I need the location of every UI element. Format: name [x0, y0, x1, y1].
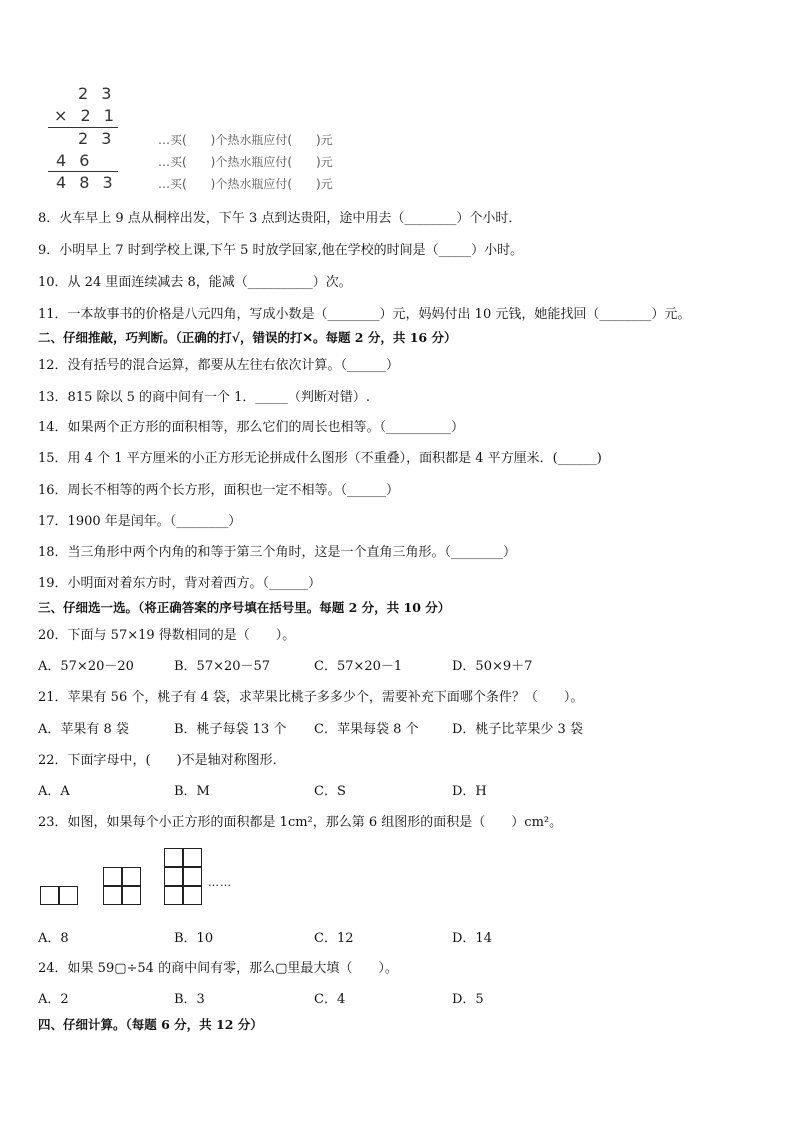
question-16: 16．周长不相等的两个长方形，面积也一定不相等。（______）	[38, 483, 400, 498]
option-a[interactable]: A．8	[38, 931, 69, 946]
option-d[interactable]: D．桃子比苹果少 3 袋	[452, 722, 583, 737]
option-c[interactable]: C．4	[314, 992, 346, 1007]
unit-square	[122, 867, 141, 886]
option-b[interactable]: B．M	[174, 784, 210, 799]
rule-line	[48, 171, 118, 172]
option-a[interactable]: A．57×20－20	[38, 659, 134, 674]
option-b[interactable]: B．桃子每袋 13 个	[174, 722, 287, 737]
rule-line	[48, 127, 118, 128]
unit-square	[122, 886, 141, 905]
question-13: 13．815 除以 5 的商中间有一个 1．_____（判断对错）.	[38, 390, 371, 405]
question-15: 15．用 4 个 1 平方厘米的小正方形无论拼成什么图形（不重叠），面积都是 4 平方厘米．(______)	[38, 451, 602, 466]
option-c[interactable]: C．57×20－1	[314, 659, 403, 674]
option-b[interactable]: B．10	[174, 931, 214, 946]
question-8: 8．火车早上 9 点从桐梓出发，下午 3 点到达贵阳，途中用去（________）个小时．	[38, 211, 522, 226]
question-19: 19．小明面对着东方时，背对着西方。（______）	[38, 576, 322, 591]
question-23: 23．如图，如果每个小正方形的面积都是 1cm²，那么第 6 组图形的面积是（ ）cm²。	[38, 815, 563, 830]
question-9: 9．小明早上 7 时到学校上课,下午 5 时放学回家,他在学校的时间是（_____）小时。	[38, 243, 524, 258]
unit-square	[103, 867, 122, 886]
partial-product-1: 2 3	[78, 129, 116, 148]
section-4-heading: 四、仔细计算。（每题 6 分，共 12 分）	[38, 1017, 263, 1032]
option-b[interactable]: B．57×20－57	[174, 659, 271, 674]
multiplicand: 2 3	[78, 84, 116, 103]
step-label: …买( )个热水瓶应付( )元	[158, 177, 333, 191]
question-10: 10．从 24 里面连续减去 8，能减（__________）次。	[38, 275, 352, 290]
question-20: 20．下面与 57×19 得数相同的是（ ）。	[38, 628, 296, 643]
question-12: 12．没有括号的混合运算，都要从左往右依次计算。（______）	[38, 358, 400, 373]
option-d[interactable]: D．50×9＋7	[452, 659, 533, 674]
option-c[interactable]: C．S	[314, 784, 346, 799]
unit-square	[164, 886, 183, 905]
section-3-heading: 三、仔细选一选。（将正确答案的序号填在括号里。每题 2 分，共 10 分）	[38, 600, 451, 615]
option-d[interactable]: D．H	[452, 784, 487, 799]
unit-square	[103, 886, 122, 905]
option-c[interactable]: C．12	[314, 931, 354, 946]
question-18: 18．当三角形中两个内角的和等于第三个角时，这是一个直角三角形。（________）	[38, 545, 517, 560]
option-a[interactable]: A．A	[38, 784, 70, 799]
question-11: 11．一本故事书的价格是八元四角，写成小数是（________）元，妈妈付出 10 元钱，她能找回（________）元。	[38, 307, 691, 322]
unit-square	[183, 867, 202, 886]
option-c[interactable]: C．苹果每袋 8 个	[314, 722, 419, 737]
unit-square	[40, 886, 59, 905]
option-b[interactable]: B．3	[174, 992, 205, 1007]
question-17: 17．1900 年是闰年。（________）	[38, 514, 242, 529]
step-label: …买( )个热水瓶应付( )元	[158, 155, 333, 169]
option-a[interactable]: A．苹果有 8 袋	[38, 722, 129, 737]
product: 4 8 3	[56, 173, 117, 192]
unit-square	[164, 867, 183, 886]
unit-square	[59, 886, 78, 905]
ellipsis: ……	[208, 876, 232, 889]
multiplier: × 2 1	[54, 106, 118, 125]
partial-product-2: 4 6	[56, 151, 94, 170]
unit-square	[164, 848, 183, 867]
question-14: 14．如果两个正方形的面积相等，那么它们的周长也相等。（__________）	[38, 420, 465, 435]
option-d[interactable]: D．14	[452, 931, 492, 946]
vertical-multiplication	[40, 80, 370, 190]
unit-square	[183, 886, 202, 905]
question-22: 22．下面字母中，( )不是轴对称图形．	[38, 753, 286, 768]
unit-square	[183, 848, 202, 867]
question-21: 21．苹果有 56 个，桃子有 4 袋，求苹果比桃子多多少个，需要补充下面哪个条件？（ ）。	[38, 690, 584, 705]
step-label: …买( )个热水瓶应付( )元	[158, 133, 333, 147]
section-2-heading: 二、仔细推敲，巧判断。（正确的打√，错误的打✕。每题 2 分，共 16 分）	[38, 330, 457, 345]
option-d[interactable]: D．5	[452, 992, 484, 1007]
option-a[interactable]: A．2	[38, 992, 69, 1007]
question-24: 24．如果 59▢÷54 的商中间有零，那么▢里最大填（ ）。	[38, 961, 398, 976]
